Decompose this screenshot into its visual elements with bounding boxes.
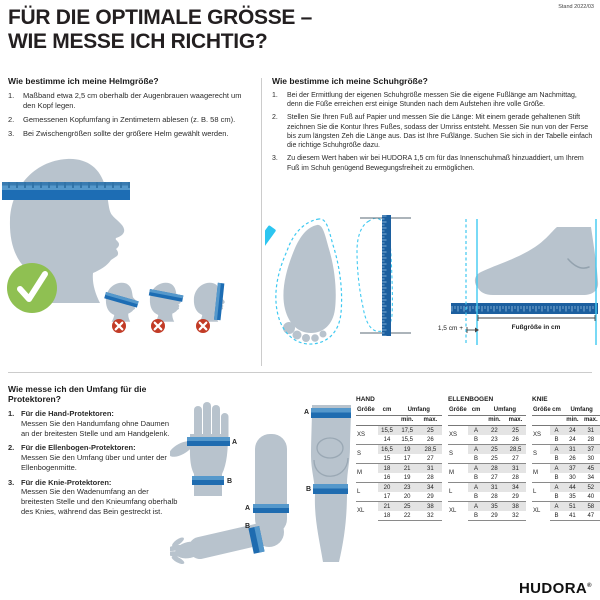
- value-cell: 22: [396, 511, 419, 521]
- value-cell: 35: [484, 502, 505, 512]
- value-cell: 51: [563, 502, 581, 512]
- value-cell: 31: [419, 464, 442, 474]
- hand-band-b: [192, 476, 224, 485]
- step-number: 2.: [272, 114, 278, 122]
- value-cell: B: [474, 493, 479, 500]
- revision-date: Stand 2022/03: [558, 4, 594, 10]
- size-cell: S: [448, 445, 468, 464]
- col-header-min: min.: [563, 416, 581, 426]
- cross-icon: [151, 319, 165, 333]
- value-cell: B: [468, 511, 484, 521]
- table-title: HAND: [356, 396, 375, 403]
- table-row: [448, 426, 526, 436]
- shoe-steps: [272, 91, 594, 173]
- value-cell: 17: [383, 493, 391, 500]
- size-table-knie: [532, 396, 600, 521]
- value-cell: 15,5: [378, 426, 395, 436]
- value-cell: 45: [582, 464, 600, 474]
- value-cell: 34: [505, 483, 526, 493]
- cross-icon: [196, 319, 210, 333]
- value-cell: B: [474, 436, 479, 443]
- value-cell: B: [554, 493, 559, 500]
- helmet-step-2: [8, 115, 254, 125]
- step-body: [21, 478, 178, 517]
- hand-label-a: A: [232, 439, 238, 446]
- col-header-cm: cm: [468, 406, 484, 416]
- value-cell: 37: [563, 464, 581, 474]
- step-number: 3.: [8, 477, 15, 487]
- value-cell: 28,5: [505, 445, 526, 455]
- size-table: [532, 406, 600, 521]
- value-cell: 28: [587, 436, 595, 443]
- table-row: [448, 445, 526, 455]
- col-header-max: max.: [505, 416, 526, 426]
- value-cell: 25: [396, 502, 419, 512]
- col-header-cm: cm: [378, 406, 395, 416]
- value-cell: 58: [582, 502, 600, 512]
- value-cell: 28: [491, 493, 498, 500]
- elbow-label-a: A: [245, 505, 251, 512]
- elbow-measure-diagram: [170, 434, 289, 566]
- value-cell: B: [550, 511, 564, 521]
- col-header-circumference: Umfang: [484, 406, 526, 416]
- size-cell: M: [448, 464, 468, 483]
- helmet-heading: Wie bestimme ich meine Helmgröße?: [8, 76, 159, 86]
- value-cell: 27: [491, 474, 498, 481]
- protector-heading: Wie messe ich den Umfang für die Protektoren?: [8, 384, 147, 404]
- col-header-min: min.: [484, 416, 505, 426]
- helmet-measure-illustration: [0, 150, 256, 365]
- value-cell: A: [550, 502, 564, 512]
- value-cell: 19: [403, 474, 411, 481]
- value-cell: 24: [563, 426, 581, 436]
- page-title: [8, 6, 312, 53]
- value-cell: 21: [378, 502, 395, 512]
- knee-label-b: B: [306, 486, 312, 493]
- col-header-spacer: [532, 416, 550, 426]
- value-cell: 25: [484, 445, 505, 455]
- foot-outline-drawing: [265, 219, 342, 344]
- col-header-size: Größe: [356, 406, 378, 416]
- value-cell: 28: [512, 474, 519, 481]
- size-cell: L: [448, 483, 468, 502]
- step-body: [21, 409, 178, 438]
- hand-label-b: B: [227, 478, 233, 485]
- measuring-tape-icon: [2, 182, 130, 200]
- helmet-step-1: [8, 91, 254, 111]
- horizontal-divider: [8, 372, 592, 373]
- value-cell: 26: [427, 436, 434, 443]
- col-header-spacer: [356, 416, 378, 426]
- value-cell: 28,5: [419, 445, 442, 455]
- value-cell: 30: [587, 455, 595, 462]
- hand-measure-diagram: [170, 402, 233, 496]
- size-cell: XL: [448, 502, 468, 521]
- logo-text: HUDORA: [518, 580, 588, 597]
- col-header-size: Größe: [448, 406, 468, 416]
- value-cell: A: [468, 426, 484, 436]
- size-cell: XL: [532, 502, 550, 521]
- value-cell: 31: [505, 464, 526, 474]
- knee-label-a: A: [304, 409, 310, 416]
- helmet-steps: [8, 91, 254, 139]
- size-table-ellenbogen: [448, 396, 526, 521]
- table-row: [532, 502, 600, 512]
- step-number: 1.: [8, 409, 15, 418]
- value-cell: 17: [403, 455, 411, 462]
- step-text: Messen Sie den Handumfang ohne Daumen an der breitesten Stelle und am Handgelenk.: [21, 418, 170, 438]
- value-cell: A: [468, 483, 484, 493]
- step-body: [21, 443, 178, 472]
- protector-section: [8, 384, 178, 522]
- size-cell: S: [532, 445, 550, 464]
- value-cell: 25: [491, 455, 498, 462]
- wrong-head-1: [104, 283, 138, 333]
- step-number: 1.: [272, 92, 278, 99]
- value-cell: 20: [403, 493, 411, 500]
- value-cell: 25: [419, 426, 442, 436]
- hand-band-a: [187, 437, 230, 446]
- table-row: [532, 483, 600, 493]
- shoe-step-1: [272, 91, 594, 109]
- value-cell: A: [468, 464, 484, 474]
- value-cell: 47: [582, 511, 600, 521]
- value-cell: B: [474, 455, 479, 462]
- value-cell: A: [550, 464, 564, 474]
- value-cell: 22: [484, 426, 505, 436]
- step-title: Für die Ellenbogen-Protektoren:: [21, 443, 136, 453]
- value-cell: B: [554, 474, 559, 481]
- value-cell: 27: [512, 455, 519, 462]
- value-cell: 27: [427, 455, 434, 462]
- step-text: Gemessenen Kopfumfang in Zentimetern ablesen (z. B. 58 cm).: [23, 114, 236, 124]
- protector-step-3: [8, 478, 178, 517]
- value-cell: 14: [383, 436, 391, 443]
- foot-length-ruler: [357, 215, 411, 336]
- table-row: [356, 426, 442, 436]
- step-number: 1.: [8, 91, 15, 100]
- value-cell: B: [474, 474, 479, 481]
- value-cell: 16: [383, 474, 391, 481]
- col-header-spacer: [550, 416, 564, 426]
- value-cell: A: [550, 483, 564, 493]
- table-row: [356, 445, 442, 455]
- step-number: 2.: [8, 443, 15, 453]
- protector-measure-illustration: [170, 392, 365, 577]
- value-cell: 30: [569, 474, 576, 481]
- col-header-max: max.: [582, 416, 600, 426]
- step-number: 2.: [8, 114, 15, 124]
- value-cell: 20: [378, 483, 395, 493]
- value-cell: 18: [378, 464, 395, 474]
- value-cell: 32: [505, 511, 526, 521]
- size-cell: XS: [533, 432, 542, 438]
- value-cell: 38: [505, 502, 526, 512]
- col-header-spacer: [448, 416, 468, 426]
- table-row: [356, 464, 442, 474]
- helmet-section: [8, 76, 254, 143]
- col-header-min: min.: [396, 416, 419, 426]
- page-title-line1: FÜR DIE OPTIMALE GRÖSSE –: [8, 6, 313, 29]
- pen-icon: [265, 225, 276, 257]
- size-cell: S: [356, 445, 378, 464]
- col-header-circumference: Umfang: [396, 406, 442, 416]
- table-row: [448, 483, 526, 493]
- value-cell: A: [550, 445, 564, 455]
- protector-steps: [8, 409, 178, 517]
- foot-size-label: Fußgröße in cm: [511, 324, 561, 331]
- step-text: Messen Sie den Wadenumfang an der breitesten Stelle und den Knieumfang oberhalb des Knies, während das Bein gestreckt ist.: [21, 487, 178, 516]
- value-cell: 52: [582, 483, 600, 493]
- value-cell: 26: [512, 436, 519, 443]
- value-cell: 34: [587, 474, 595, 481]
- step-text: Maßband etwa 2,5 cm oberhalb der Augenbrauen waagerecht um den Kopf legen.: [23, 91, 242, 110]
- size-cell: M: [356, 464, 378, 483]
- step-title: Für die Knie-Protektoren:: [21, 477, 112, 487]
- value-cell: 35: [569, 493, 576, 500]
- size-cell: M: [532, 464, 550, 483]
- size-table: [356, 406, 442, 521]
- ruler-plus-label: 1,5 cm +: [437, 325, 463, 332]
- value-cell: 19: [396, 445, 419, 455]
- value-cell: 26: [569, 455, 576, 462]
- col-header-cm: cm: [550, 406, 564, 416]
- table-row: [532, 464, 600, 474]
- page-title-line2: WIE MESSE ICH RICHTIG?: [8, 29, 268, 53]
- size-cell: XL: [356, 502, 378, 521]
- value-cell: 15: [383, 455, 391, 462]
- value-cell: 31: [484, 483, 505, 493]
- table-row: [356, 502, 442, 512]
- col-header-spacer: [468, 416, 484, 426]
- size-cell: XS: [449, 432, 458, 438]
- table-row: [448, 502, 526, 512]
- wrong-head-2: [149, 283, 184, 333]
- value-cell: 44: [563, 483, 581, 493]
- value-cell: 15,5: [401, 436, 413, 443]
- size-table-hand: [356, 396, 442, 521]
- knee-band-a: [311, 408, 351, 418]
- value-cell: 16,5: [378, 445, 395, 455]
- value-cell: 41: [563, 511, 581, 521]
- protector-step-1: [8, 409, 178, 438]
- table-row: [448, 464, 526, 474]
- value-cell: 21: [396, 464, 419, 474]
- table-row: [532, 445, 600, 455]
- shoe-step-2: [272, 113, 594, 150]
- elbow-label-b: B: [245, 523, 251, 530]
- col-header-spacer: [378, 416, 395, 426]
- value-cell: A: [468, 445, 484, 455]
- value-cell: 32: [419, 511, 442, 521]
- elbow-band-a: [253, 504, 289, 513]
- table-title: ELLENBOGEN: [448, 396, 494, 403]
- col-header-max: max.: [419, 416, 442, 426]
- knee-band-b: [313, 484, 348, 494]
- col-header-circumference: Umfang: [563, 406, 600, 416]
- vertical-divider: [261, 78, 262, 366]
- step-title: Für die Hand-Protektoren:: [21, 409, 114, 418]
- step-text: Messen Sie den Umfang über und unter der Ellenbogenmitte.: [21, 453, 167, 472]
- value-cell: 37: [582, 445, 600, 455]
- step-number: 3.: [8, 128, 15, 138]
- shoe-step-3: [272, 154, 594, 172]
- value-cell: 28: [427, 474, 434, 481]
- size-cell: L: [356, 483, 378, 502]
- step-text: Bei Zwischengrößen sollte der größere Helm gewählt werden.: [23, 128, 229, 138]
- value-cell: 31: [582, 426, 600, 436]
- value-cell: A: [550, 426, 564, 436]
- size-tables: [356, 396, 598, 521]
- step-text: Zu diesem Wert haben wir bei HUDORA 1,5 cm für das Innenschuhmaß hinzuaddiert, um Ihrem Fuß im Schuh genügend Bewegungsfreiheit zu ermöglichen.: [287, 155, 584, 172]
- value-cell: 23: [396, 483, 419, 493]
- value-cell: 18: [378, 511, 395, 521]
- value-cell: B: [554, 455, 559, 462]
- col-header-size: Größe: [532, 406, 550, 416]
- size-cell: XS: [357, 432, 366, 438]
- value-cell: A: [468, 502, 484, 512]
- value-cell: 29: [512, 493, 519, 500]
- table-title: KNIE: [532, 396, 548, 403]
- value-cell: 24: [569, 436, 576, 443]
- value-cell: 31: [563, 445, 581, 455]
- size-cell: L: [532, 483, 550, 502]
- registered-mark: ®: [587, 583, 592, 589]
- table-row: [356, 483, 442, 493]
- step-text: Bei der Ermittlung der eigenen Schuhgröße messen Sie die eigene Fußlänge am Nachmittag, denn die Füße erreichen erst einige Stunden nach dem Aufstehen ihre volle Größe.: [287, 92, 577, 109]
- shoe-section: [272, 76, 594, 177]
- step-text: Stellen Sie Ihren Fuß auf Papier und messen Sie die Länge: Mit einem gerade gehaltenen Stift zeichnen Sie die Kontur Ihres Fußes, sodass der Umriss entsteht. Messen Sie nun von der Ferse bis zum längsten Zeh die Länge aus. Das ist Ihre Fußlänge. Suchen Sie sich in der Tabelle einfach die richtige Schuhgröße dazu.: [287, 114, 593, 150]
- step-number: 3.: [272, 155, 278, 163]
- value-cell: 38: [419, 502, 442, 512]
- helmet-step-3: [8, 129, 254, 139]
- value-cell: 23: [491, 436, 498, 443]
- size-table: [448, 406, 526, 521]
- value-cell: B: [554, 436, 559, 443]
- table-row: [532, 426, 600, 436]
- knee-measure-diagram: [311, 405, 351, 562]
- value-cell: 34: [419, 483, 442, 493]
- value-cell: 40: [587, 493, 595, 500]
- protector-step-2: [8, 443, 178, 472]
- value-cell: 29: [427, 493, 434, 500]
- value-cell: 25: [505, 426, 526, 436]
- shoe-heading: Wie bestimme ich meine Schuhgröße?: [272, 76, 428, 86]
- hudora-logo: [519, 580, 592, 597]
- wrong-head-3: [194, 283, 225, 333]
- cross-icon: [112, 319, 126, 333]
- check-icon: [7, 263, 57, 313]
- value-cell: 17,5: [396, 426, 419, 436]
- value-cell: 29: [484, 511, 505, 521]
- value-cell: 28: [484, 464, 505, 474]
